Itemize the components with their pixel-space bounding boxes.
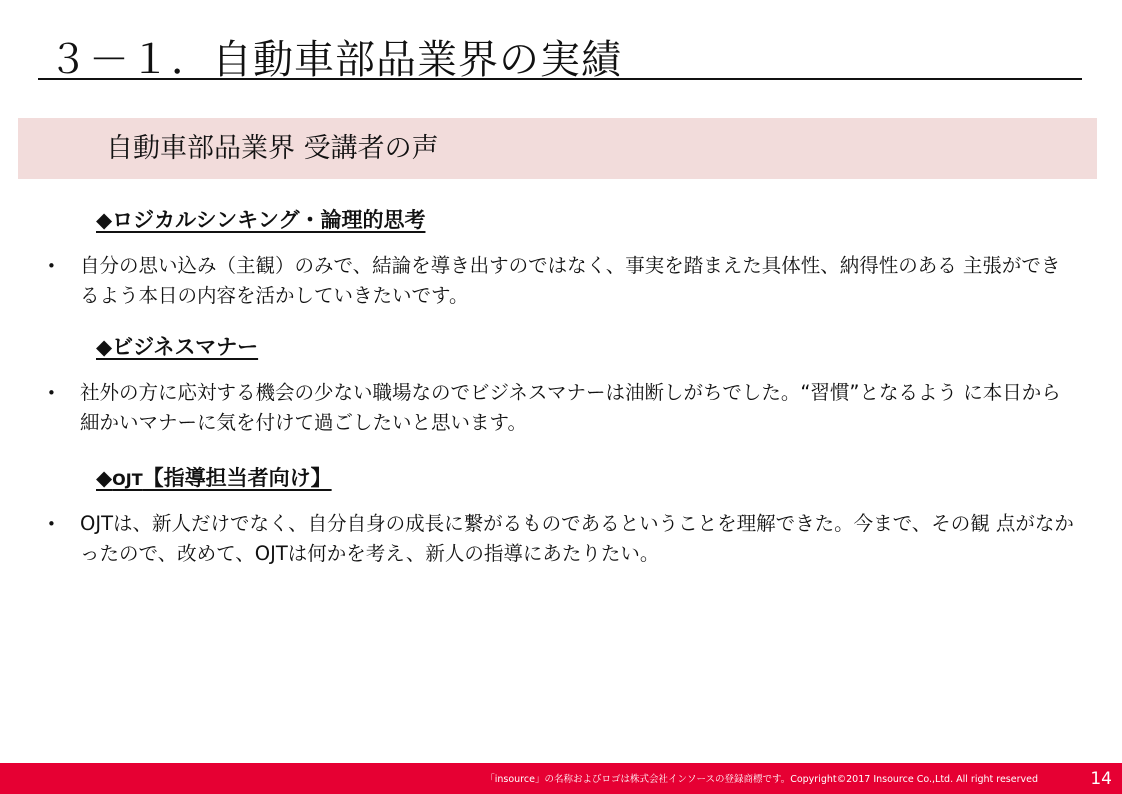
banner-title: 自動車部品業界 受講者の声 [106,133,439,164]
list-item-business-manners [47,378,1061,438]
title-underline [38,78,1082,80]
bullet-icon: • [47,515,56,533]
section-banner [18,118,1097,179]
list-item-logical-thinking [47,251,1061,311]
footer-bar [0,763,1122,794]
heading-ojt-prefix: ◆ [96,466,113,490]
heading-ojt-suffix: 【指導担当者向け】 [142,466,332,490]
heading-ojt [96,464,332,494]
heading-ojt-latin: OJT [112,470,143,489]
heading-business-manners: ◆ビジネスマナー [96,335,259,359]
list-item-ojt [47,509,1074,569]
footer-copyright: 「insource」の名称およびロゴは株式会社インソースの登録商標です。Copyright©2017 Insource Co.,Ltd. All right reserved [485,774,1038,785]
heading-logical-thinking: ◆ロジカルシンキング・論理的思考 [96,208,426,232]
comment-text: OJTは、新人だけでなく、自分自身の成長に繋がるものであるということを理解できた。今まで、その観 点がなかったので、改めて、OJTは何かを考え、新人の指導にあたりたい。 [80,512,1074,565]
comment-text: 自分の思い込み（主観）のみで、結論を導き出すのではなく、事実を踏まえた具体性、納得性のある 主張ができるよう本日の内容を活かしていきたいです。 [80,254,1061,307]
page-title: ３－１．自動車部品業界の実績 [48,37,622,83]
comment-text: 社外の方に応対する機会の少ない職場なのでビジネスマナーは油断しがちでした。“習慣”となるよう に本日から細かいマナーに気を付けて過ごしたいと思います。 [80,381,1061,434]
bullet-icon: • [47,384,56,402]
page-number: 14 [1090,769,1112,789]
bullet-icon: • [47,257,56,275]
